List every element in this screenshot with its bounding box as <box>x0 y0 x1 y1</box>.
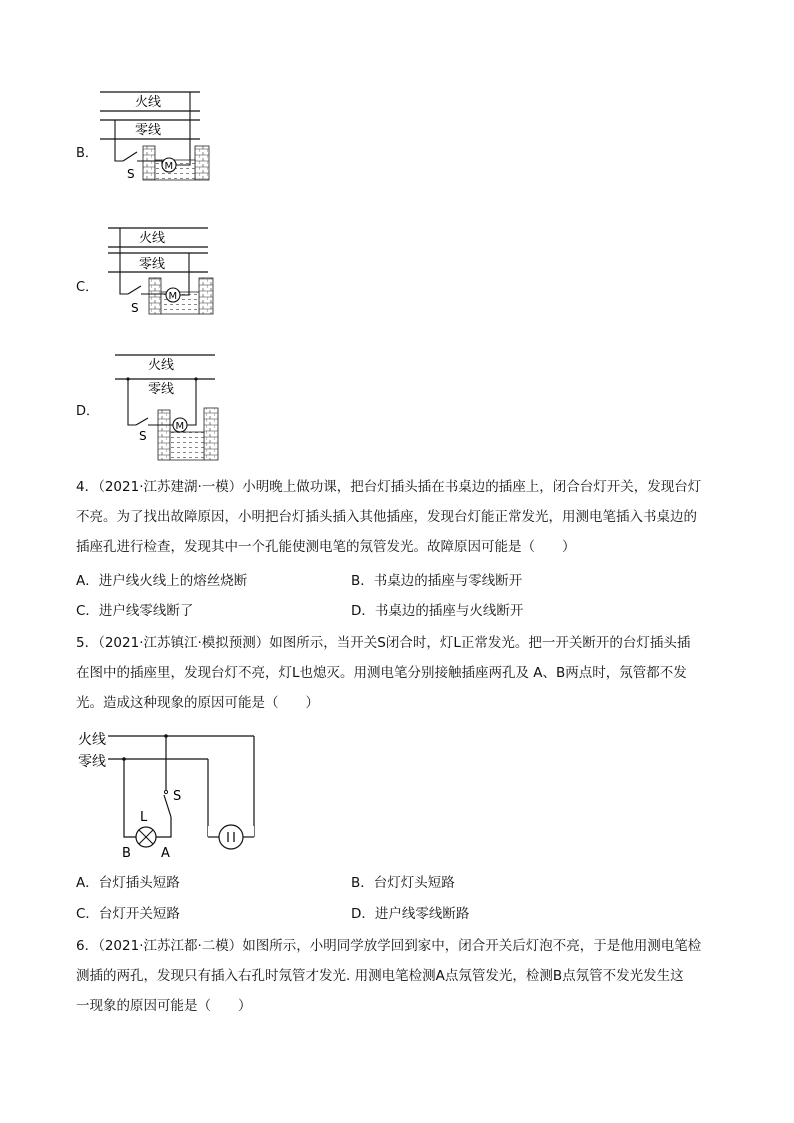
q5-lamp-label: L <box>140 810 148 825</box>
option-b-switch-label: S <box>127 167 135 181</box>
option-b-letter: B． <box>76 146 98 161</box>
q5-option-a[interactable]: A．台灯插头短路 <box>76 875 180 891</box>
q5-point-a-label: A <box>161 846 170 861</box>
q6-stem-line-1: 6．（2021·江苏江都·二模）如图所示，小明同学放学回到家中，闭合开关后灯泡不亮，于是他用测电笔检 <box>76 938 702 954</box>
q5-point-b-label: B <box>122 846 131 861</box>
option-c-circuit-diagram <box>103 222 223 318</box>
option-d-motor-icon: M <box>175 421 185 432</box>
option-d-live-label: 火线 <box>148 358 175 373</box>
q5-neutral-label: 零线 <box>78 754 106 770</box>
q4-stem-line-1: 4．（2021·江苏建湖·一模）小明晚上做功课，把台灯插头插在书桌边的插座上，闭合台灯开关，发现台灯 <box>76 479 702 495</box>
q6-stem-line-3: 一现象的原因可能是（ ） <box>76 998 252 1014</box>
q5-option-b[interactable]: B．台灯灯头短路 <box>351 875 455 891</box>
q5-option-d[interactable]: D．进户线零线断路 <box>351 906 470 922</box>
q4-option-d[interactable]: D．书桌边的插座与火线断开 <box>351 603 524 619</box>
q4-stem-line-2: 不亮。为了找出故障原因，小明把台灯插头插入其他插座，发现台灯能正常发光，用测电笔插入书桌边的 <box>76 509 697 525</box>
option-c-motor-icon: M <box>168 291 178 302</box>
q4-option-c[interactable]: C．进户线零线断了 <box>76 603 194 619</box>
q5-stem-line-3: 光。造成这种现象的原因可能是（ ） <box>76 695 319 711</box>
q4-option-b[interactable]: B．书桌边的插座与零线断开 <box>351 573 523 589</box>
option-d-neutral-label: 零线 <box>148 382 175 397</box>
q4-stem-line-3: 插座孔进行检查，发现其中一个孔能使测电笔的氖管发光。故障原因可能是（ ） <box>76 539 576 555</box>
option-d-circuit-diagram <box>110 350 230 466</box>
q6-stem-line-2: 测插的两孔，发现只有插入右孔时氖管才发光. 用测电笔检测A点氖管发光，检测B点氖管不发光发生这 <box>76 968 684 984</box>
q5-stem-line-2: 在图中的插座里，发现台灯不亮，灯L也熄灭。用测电笔分别接触插座两孔及 A、B两点时，氖管都不发 <box>76 665 687 681</box>
q5-live-label: 火线 <box>78 732 106 748</box>
q5-switch-label: S <box>173 789 182 804</box>
option-c-switch-label: S <box>131 301 139 315</box>
socket-icon <box>219 825 243 849</box>
q4-option-a[interactable]: A．进户线火线上的熔丝烧断 <box>76 573 248 589</box>
option-d-letter: D． <box>76 404 100 419</box>
option-b-live-label: 火线 <box>135 95 162 110</box>
option-c-neutral-label: 零线 <box>139 257 166 272</box>
option-b-circuit-diagram <box>95 86 215 182</box>
option-c-live-label: 火线 <box>139 231 166 246</box>
option-b-motor-icon: M <box>164 161 174 172</box>
option-c-letter: C． <box>76 280 99 295</box>
q5-circuit-diagram <box>76 722 266 862</box>
option-b-neutral-label: 零线 <box>135 123 162 138</box>
q5-option-c[interactable]: C．台灯开关短路 <box>76 906 180 922</box>
option-d-switch-label: S <box>139 429 147 443</box>
q5-stem-line-1: 5．（2021·江苏镇江·模拟预测）如图所示，当开关S闭合时，灯L正常发光。把一开关断开的台灯插头插 <box>76 635 691 651</box>
